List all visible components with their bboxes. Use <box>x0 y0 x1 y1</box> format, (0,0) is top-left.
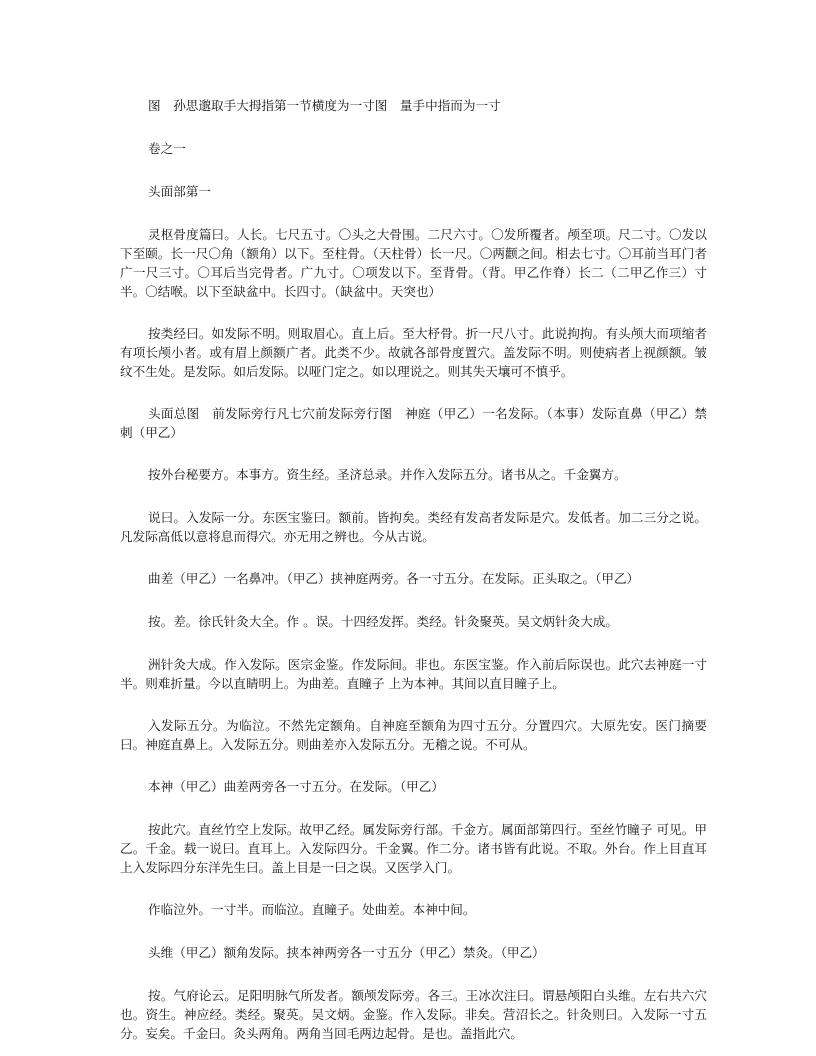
figure-caption: 图 孙思邈取手大拇指第一节横度为一寸图 量手中指而为一寸 <box>148 98 501 113</box>
paragraph: 作临泣外。一寸半。而临泣。直瞳子。处曲差。本神中间。 <box>148 902 476 917</box>
section-heading: 头面部第一 <box>148 184 211 199</box>
paragraph: 说曰。入发际一分。东医宝鉴曰。额前。皆拘矣。类经有发高者发际是穴。发低者。加二三分之说。凡发际高低以意将息而得穴。亦无用之辨也。今从古说。 <box>120 510 707 544</box>
paragraph: 头面总图 前发际旁行凡七穴前发际旁行图 神庭（甲乙）一名发际。（本事）发际直鼻（甲乙）禁刺（甲乙） <box>120 406 707 440</box>
paragraph: 灵枢骨度篇曰。人长。七尺五寸。〇头之大骨围。二尺六寸。〇发所覆者。颅至项。尺二寸。〇发以下至颐。长一尺〇角（额角）以下。至柱骨。（天柱骨）长一尺。〇两颧之间。相去七寸。〇耳前当耳门者广一尺三寸。〇耳后当完骨者。广九寸。〇项发以下。至背骨。（背。甲乙作脊）长二（二甲乙作三）寸半。〇结喉。以下至缺盆中。长四寸。（缺盆中。天突也） <box>120 227 707 299</box>
paragraph: 本神（甲乙）曲差两旁各一寸五分。在发际。（甲乙） <box>148 779 444 794</box>
paragraph: 头维（甲乙）额角发际。挟本神两旁各一寸五分（甲乙）禁灸。（甲乙） <box>148 945 545 960</box>
paragraph: 按外台秘要方。本事方。资生经。圣济总录。并作入发际五分。诸书从之。千金翼方。 <box>148 467 627 482</box>
paragraph: 曲差（甲乙）一名鼻冲。（甲乙）挟神庭两旁。各一寸五分。在发际。正头取之。（甲乙） <box>148 571 640 586</box>
paragraph: 按。差。徐氏针灸大全。作 。误。十四经发挥。类经。针灸聚英。吴文炳针灸大成。 <box>148 614 618 629</box>
paragraph: 按。气府论云。足阳明脉气所发者。额颅发际旁。各三。王冰次注曰。谓悬颅阳白头维。左右共六穴也。资生。神应经。类经。聚英。吴文炳。金鉴。作入发际。非矣。营沼长之。针灸则曰。入发际一寸五分。妄矣。千金曰。灸头两角。两角当回毛两边起骨。是也。盖指此穴。 <box>120 988 707 1041</box>
paragraph: 洲针灸大成。作入发际。医宗金鉴。作发际间。非也。东医宝鉴。作入前后际误也。此穴去神庭一寸半。则难折量。今以直睛明上。为曲差。直瞳子 上为本神。其间以直目瞳子上。 <box>120 657 707 691</box>
paragraph: 按类经曰。如发际不明。则取眉心。直上后。至大杼骨。折一尺八寸。此说拘拘。有头颅大而项缩者有项长颅小者。或有眉上颜额广者。此类不少。故就各部骨度置穴。盖发际不明。则使病者上视颜额。皱纹不生处。是发际。如后发际。以哑门定之。如以理说之。则其失天壤可不慎乎。 <box>120 326 707 379</box>
paragraph: 入发际五分。为临泣。不然先定额角。自神庭至额角为四寸五分。分置四穴。大原先安。医门摘要曰。神庭直鼻上。入发际五分。则曲差亦入发际五分。无稽之说。不可从。 <box>120 718 707 752</box>
paragraph: 按此穴。直丝竹空上发际。故甲乙经。属发际旁行部。千金方。属面部第四行。至丝竹瞳子 可见。甲乙。千金。载一说曰。直耳上。入发际四分。千金翼。作二分。诸书皆有此说。不取。外台。作上目直耳上入发际四分东洋先生曰。盖上目是一曰之误。又医学入门。 <box>120 822 707 875</box>
volume-heading: 卷之一 <box>148 141 186 156</box>
